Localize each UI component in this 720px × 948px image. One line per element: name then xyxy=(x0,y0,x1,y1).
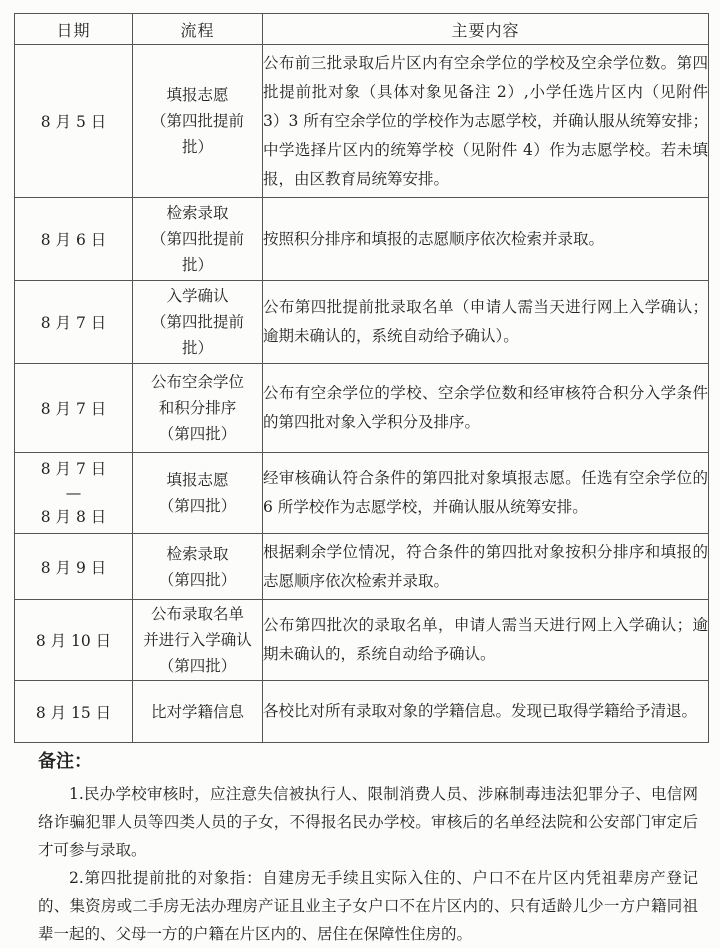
flow-text: （第四批提前 xyxy=(150,230,244,248)
date-text: 8 月 15 日 xyxy=(35,703,112,722)
table-row xyxy=(15,198,709,281)
date-text: 8 月 8 日 xyxy=(40,508,107,526)
flow-text: 填报志愿 xyxy=(166,471,229,489)
table-header-row xyxy=(15,14,709,45)
flow-text: （第四批） xyxy=(158,570,237,589)
date-cell xyxy=(15,364,133,453)
date-text: 8 月 9 日 xyxy=(40,558,107,577)
flow-cell xyxy=(133,681,263,743)
content-cell: 公布有空余学位的学校、空余学位数和经审核符合积分入学条件的第四批对象入学积分及排序。 xyxy=(263,364,709,453)
flow-text: 批） xyxy=(181,256,213,274)
flow-text: （第四批） xyxy=(158,497,237,515)
flow-text: 公布录取名单 xyxy=(150,605,244,623)
header-flow: 流程 xyxy=(133,14,263,45)
date-cell xyxy=(15,281,133,364)
flow-cell xyxy=(133,453,263,534)
flow-text: （第四批提前 xyxy=(150,112,244,130)
schedule-table xyxy=(14,13,709,743)
notes-section xyxy=(38,748,698,948)
flow-text: 检索录取 xyxy=(166,204,229,222)
date-cell xyxy=(15,600,133,681)
date-cell xyxy=(15,681,133,743)
table-row xyxy=(15,681,709,743)
table-row xyxy=(15,364,709,453)
table-row xyxy=(15,45,709,198)
flow-text: 填报志愿 xyxy=(166,86,229,104)
table-row xyxy=(15,453,709,534)
table-row xyxy=(15,600,709,681)
header-date: 日期 xyxy=(15,14,133,45)
date-text: 8 月 5 日 xyxy=(40,113,107,131)
date-text: 8 月 7 日 xyxy=(40,400,107,418)
flow-text: 批） xyxy=(181,339,213,357)
content-cell: 经审核确认符合条件的第四批对象填报志愿。任选有空余学位的 6 所学校作为志愿学校，并确认服从统筹安排。 xyxy=(263,453,709,534)
table-row xyxy=(15,281,709,364)
date-cell xyxy=(15,534,133,600)
date-cell xyxy=(15,453,133,534)
flow-text: （第四批） xyxy=(158,657,237,675)
content-cell: 按照积分排序和填报的志愿顺序依次检索并录取。 xyxy=(263,198,709,281)
date-text: 8 月 10 日 xyxy=(35,632,112,650)
content-cell: 公布第四批提前批录取名单（申请人需当天进行网上入学确认；逾期未确认的，系统自动给予确认）。 xyxy=(263,281,709,364)
flow-text: 并进行入学确认 xyxy=(143,631,252,649)
flow-text: 检索录取 xyxy=(166,544,229,563)
content-cell: 公布前三批录取后片区内有空余学位的学校及空余学位数。第四批提前批对象（具体对象见备注 2）,小学任选片区内（见附件 3）3 所有空余学位的学校作为志愿学校，并确认服从统筹安排；中学选择片区内的统筹学校（见附件 4）作为志愿学校。若未填报，由区教育局统筹安排。 xyxy=(263,45,709,198)
content-cell: 公布第四批次的录取名单，申请人需当天进行网上入学确认；逾期未确认的，系统自动给予确认。 xyxy=(263,600,709,681)
content-cell: 根据剩余学位情况，符合条件的第四批对象按积分排序和填报的志愿顺序依次检索并录取。 xyxy=(263,534,709,600)
note-item: 1.民办学校审核时，应注意失信被执行人、限制消费人员、涉麻制毒违法犯罪分子、电信网络诈骗犯罪人员等四类人员的子女，不得报名民办学校。审核后的名单经法院和公安部门审定后才可参与录取。 xyxy=(38,785,698,859)
flow-text: 批） xyxy=(181,138,213,156)
content-cell: 各校比对所有录取对象的学籍信息。发现已取得学籍给予清退。 xyxy=(263,681,709,743)
date-cell xyxy=(15,45,133,198)
flow-cell xyxy=(133,45,263,198)
flow-text: （第四批提前 xyxy=(150,313,244,331)
header-content: 主要内容 xyxy=(263,14,709,45)
flow-cell xyxy=(133,600,263,681)
flow-text: 入学确认 xyxy=(166,287,229,305)
date-text: 8 月 6 日 xyxy=(40,231,107,249)
flow-cell xyxy=(133,534,263,600)
flow-cell xyxy=(133,364,263,453)
date-text: 8 月 7 日 xyxy=(40,460,107,478)
flow-text: 比对学籍信息 xyxy=(150,702,244,721)
flow-text: 和积分排序 xyxy=(158,399,237,417)
table-row xyxy=(15,534,709,600)
date-dash: — xyxy=(65,484,82,502)
flow-text: 公布空余学位 xyxy=(150,373,244,391)
date-text: 8 月 7 日 xyxy=(40,314,107,332)
flow-cell xyxy=(133,198,263,281)
note-item: 2.第四批提前批的对象指：自建房无手续且实际入住的、户口不在片区内凭祖辈房产登记的、集资房或二手房无法办理房产证且业主子女户口不在片区内的、只有适龄儿少一方户籍同祖辈一起的、父母一方的户籍在片区内的、居住在保障性住房的。 xyxy=(38,869,698,943)
date-cell xyxy=(15,198,133,281)
flow-text: （第四批） xyxy=(158,425,237,443)
notes-title: 备注： xyxy=(38,751,92,772)
flow-cell xyxy=(133,281,263,364)
